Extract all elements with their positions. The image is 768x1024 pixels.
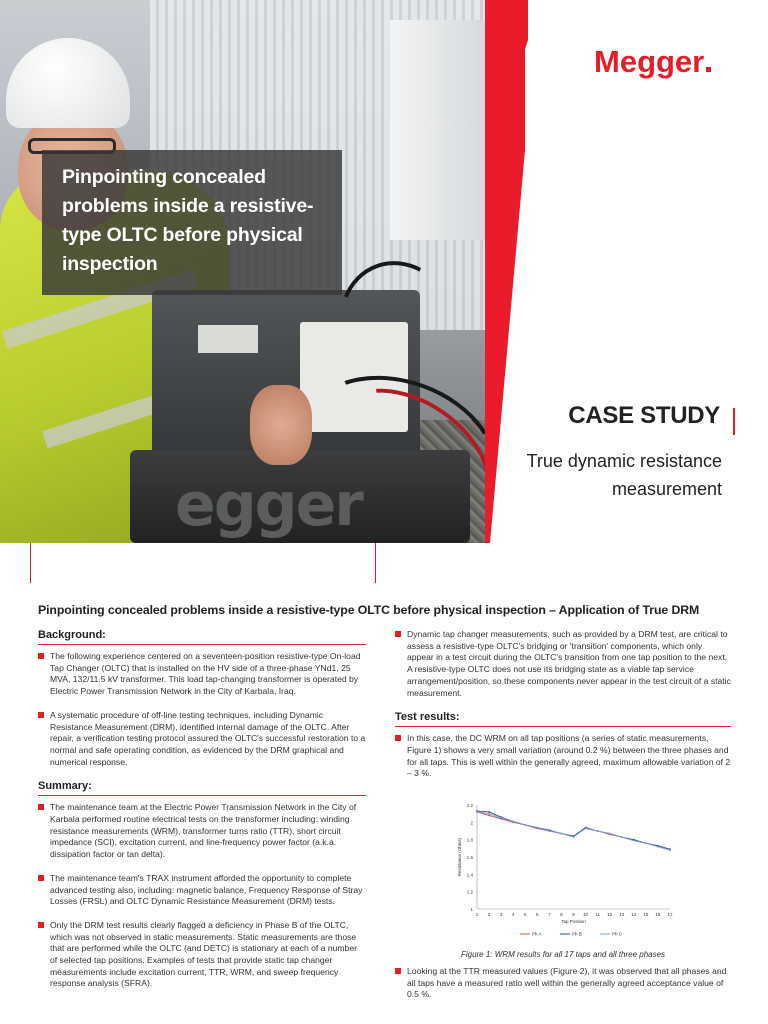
- bullet-square-icon: [395, 968, 401, 974]
- wrm-chart-svg: [455, 797, 680, 942]
- data-point: [657, 846, 659, 848]
- series-line-3: [477, 812, 670, 850]
- summary-heading: Summary:: [38, 780, 366, 796]
- test-results-heading: Test results:: [395, 711, 731, 727]
- data-point: [669, 849, 671, 851]
- x-tick-label: 8: [560, 912, 563, 917]
- bullet-square-icon: [38, 712, 44, 718]
- bullet-square-icon: [38, 875, 44, 881]
- legend-entry: Ph A: [532, 931, 542, 937]
- data-point: [548, 830, 550, 832]
- list-item: Dynamic tap changer measurements, such as provided by a DRM test, are critical to assess a resistive-type OLTC's bridging or 'transition' components, which only appear in a test circuit during the OLTC's transition from one tap position to the next. A resistive-type OLTC does not use its bridging state as a viable tap service arrangement/position, so these components never appear in the test circuit of a static measurement.: [395, 629, 731, 699]
- series-line-2: [477, 811, 670, 849]
- y-tick-label: 2.2: [466, 803, 473, 808]
- list-item: The maintenance team at the Electric Power Transmission Network in the City of Karbala performed routine electrical tests on the transformer including: winding resistance measurements (WRM), transformer turns ratio (TTR), short circuit impedance (SCI), excitation current, and line-frequency power factor (a.k.a. dissipation factor or tan delta).: [38, 802, 366, 861]
- x-tick-label: 15: [643, 912, 649, 917]
- list-item: Only the DRM test results clearly flagged a deficiency in Phase B of the OLTC, which was not observed in static measurements. Static measurements are those that are performed while the OLTC (and DETC) is stationary at each of a number of selected tap positions. Examples of tests that provide static tap changer measurements include excitation current, TTR, WRM, and sweep frequency response analysis (SFRA).: [38, 920, 366, 990]
- data-point: [585, 828, 587, 830]
- y-tick-label: 1.6: [466, 855, 473, 860]
- background-heading: Background:: [38, 629, 366, 645]
- y-tick-label: 2: [470, 820, 473, 826]
- data-point: [621, 836, 623, 838]
- x-tick-label: 12: [607, 912, 613, 917]
- list-item: The following experience centered on a seventeen-position resistive-type On-load Tap Changer (OLTC) that is installed on the HV side of a three-phase YNd1, 25 MVA, 132/11.5 kV transformer. This load tap-changing transformer is operated by Electric Power Transmission Network in the City of Karbala, Iraq.: [38, 651, 366, 698]
- data-point: [488, 811, 490, 813]
- x-tick-label: 6: [536, 912, 539, 917]
- right-column: [395, 629, 731, 792]
- y-tick-label: 1.2: [466, 889, 473, 895]
- y-axis-label: Resistance (Ohms): [457, 837, 462, 877]
- x-tick-label: 10: [583, 912, 589, 917]
- bullet-square-icon: [38, 804, 44, 810]
- article-heading: Pinpointing concealed problems inside a resistive-type OLTC before physical inspection – Application of True DRM: [38, 603, 700, 617]
- bullet-square-icon: [38, 653, 44, 659]
- worker-hand: [250, 385, 312, 465]
- x-tick-label: 1: [475, 912, 479, 917]
- megger-logo: [594, 44, 711, 80]
- y-tick-label: 1.8: [466, 837, 473, 843]
- list-item: In this case, the DC WRM on all tap positions (a series of static measurements, Figure 1) shows a very small variation (around 0.2 %) between the three phases and for all taps. This is well within the generally agreed, maximum allowable variation of 2 – 3 %.: [395, 733, 731, 780]
- bullet-square-icon: [395, 631, 401, 637]
- x-tick-label: 4: [511, 912, 515, 917]
- legend-entry: Ph C: [612, 931, 623, 937]
- list-item: A systematic procedure of off-line testing techniques, including Dynamic Resistance Measurement (DRM), identified internal damage of the OLTC. After repair, a verification testing protocol assured the OLTC's successful restoration to a normal and safe operating condition, as evidenced by the DRM graphical and numerical response.: [38, 710, 366, 769]
- x-tick-label: 9: [572, 912, 575, 917]
- instrument-label-plate: [198, 325, 258, 353]
- case-study-subtitle: True dynamic resistance measurement: [526, 451, 722, 499]
- x-tick-label: 16: [655, 912, 661, 917]
- y-tick-label: 1: [470, 907, 473, 912]
- data-point: [488, 813, 490, 815]
- data-point: [633, 840, 635, 842]
- divider-line: [30, 543, 31, 583]
- y-tick-label: 1.4: [466, 872, 473, 878]
- data-point: [476, 811, 478, 813]
- x-tick-label: 11: [595, 912, 600, 917]
- bullet-square-icon: [38, 922, 44, 928]
- data-point: [512, 821, 514, 823]
- bullet-square-icon: [395, 735, 401, 741]
- series-line-1: [477, 812, 670, 850]
- list-item: The maintenance team's TRAX instrument afforded the opportunity to complete advanced testing also, including: magnetic balance, Frequency Response of Stray Losses (FRSL) and OLTC Dynamic Resistance Measurement (DRM) tests.: [38, 873, 366, 908]
- left-column: [38, 629, 366, 1002]
- hero-title-box: [42, 150, 342, 295]
- substation-cabinet: [390, 20, 490, 240]
- x-tick-label: 17: [667, 912, 673, 917]
- logo-dot-icon: [706, 67, 711, 72]
- data-point: [500, 817, 502, 819]
- data-point: [573, 836, 575, 838]
- x-axis-label: Tap Position: [561, 919, 586, 924]
- x-tick-label: 5: [523, 912, 527, 917]
- data-point: [524, 824, 526, 826]
- list-item: Looking at the TTR measured values (Figure 2), it was observed that all phases and all taps have a measured ratio well within the generally agreed acceptance value of 0.5 %.: [395, 966, 731, 1001]
- logo-text: Megger: [594, 44, 705, 79]
- x-tick-label: 14: [631, 912, 637, 917]
- data-point: [536, 827, 538, 829]
- x-tick-label: 3: [499, 912, 503, 917]
- case-study-accent-bar: [733, 408, 735, 435]
- x-tick-label: 2: [487, 912, 491, 917]
- legend-entry: Ph B: [572, 931, 582, 937]
- case-study-label: CASE STUDY: [568, 402, 720, 429]
- data-point: [488, 815, 490, 817]
- x-tick-label: 7: [548, 912, 551, 917]
- data-point: [561, 833, 563, 835]
- x-tick-label: 13: [619, 912, 625, 917]
- wrm-chart: [455, 797, 680, 942]
- hard-hat: [6, 38, 130, 128]
- data-point: [597, 830, 599, 832]
- figure-caption: Figure 1: WRM results for all 17 taps and all three phases: [460, 950, 666, 959]
- data-point: [645, 842, 647, 844]
- divider-line: [375, 543, 376, 583]
- data-point: [609, 833, 611, 835]
- hero-title: Pinpointing concealed problems inside a resistive-type OLTC before physical inspection: [62, 166, 314, 275]
- case-brand-lettering: egger: [175, 470, 362, 540]
